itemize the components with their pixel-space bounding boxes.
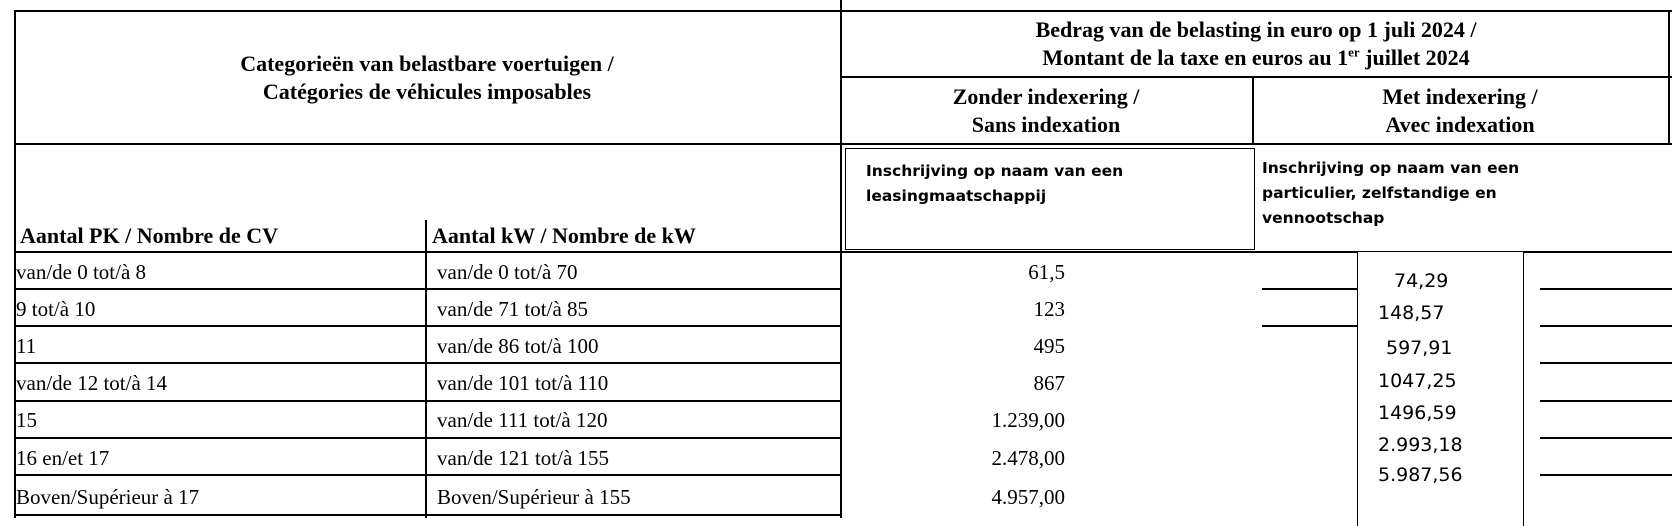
row-separator (14, 325, 840, 327)
row-separator-stub (1540, 437, 1672, 439)
amount-header-nl: Bedrag van de belasting in euro op 1 juli 2024 / (1035, 17, 1477, 42)
cell-kw: van/de 0 tot/à 70 (437, 260, 578, 284)
table-bottom-border (14, 514, 840, 516)
cell-without: 2.478,00 (991, 446, 1065, 470)
row-separator (14, 288, 840, 290)
row-separator (14, 400, 840, 402)
cell-pk: van/de 12 tot/à 14 (16, 371, 168, 395)
cell-without: 61,5 (1028, 260, 1065, 284)
cell-pk: van/de 0 tot/à 8 (16, 260, 147, 284)
leasing-label-line: Inschrijving op naam van een (866, 162, 1124, 180)
cell-with: 2.993,18 (1378, 434, 1463, 456)
private-person-box (1256, 148, 1660, 250)
cell-with: 148,57 (1378, 302, 1445, 324)
cell-with: 1047,25 (1378, 370, 1457, 392)
column-header-pk: Aantal PK / Nombre de CV (20, 223, 279, 248)
amount-header-fr (840, 44, 1672, 72)
amount-header-fr-text: Montant de la taxe en euros au 1 (1042, 45, 1349, 70)
cell-without: 4.957,00 (991, 485, 1065, 509)
with-indexation-fr: Avec indexation (1385, 112, 1535, 137)
row-separator-stub (1262, 325, 1357, 327)
cell-pk: 11 (16, 334, 37, 358)
cell-without: 123 (1033, 297, 1065, 321)
cell-with: 74,29 (1394, 270, 1449, 292)
cell-pk: Boven/Supérieur à 17 (16, 485, 200, 509)
table-top-border (14, 10, 1672, 12)
cell-kw: van/de 111 tot/à 120 (437, 408, 608, 432)
row-separator (14, 437, 840, 439)
row-separator (14, 474, 840, 476)
row-separator (14, 362, 840, 364)
indexed-values-box (1357, 252, 1524, 526)
cell-with: 1496,59 (1378, 402, 1457, 424)
cell-pk: 9 tot/à 10 (16, 297, 96, 321)
amount-header-fr-superscript: er (1348, 44, 1360, 60)
categories-header-fr: Catégories de véhicules imposables (262, 79, 592, 104)
cell-kw: Boven/Supérieur à 155 (437, 485, 631, 509)
row-separator-stub (1540, 362, 1672, 364)
private-person-label (1262, 156, 1519, 231)
amount-header-fr-date: juillet 2024 (1359, 45, 1470, 70)
cell-without: 1.239,00 (991, 408, 1065, 432)
without-indexation-fr: Sans indexation (971, 112, 1121, 137)
cell-kw: van/de 86 tot/à 100 (437, 334, 599, 358)
without-indexation-nl: Zonder indexering / (952, 84, 1140, 109)
with-indexation-header (1252, 83, 1668, 139)
categories-header-nl: Categorieën van belastbare voertuigen / (240, 51, 614, 76)
categories-header (14, 50, 840, 106)
row-separator-stub (1540, 474, 1672, 476)
private-label-line: particulier, zelfstandige en (1262, 184, 1497, 202)
cell-pk: 15 (16, 408, 37, 432)
cell-pk: 16 en/et 17 (16, 446, 110, 470)
private-label-line: vennootschap (1262, 209, 1385, 227)
leasing-label-line: leasingmaatschappij (866, 187, 1047, 205)
column-header-kw: Aantal kW / Nombre de kW (432, 223, 696, 248)
header-bottom-border (14, 143, 1672, 145)
amount-header (840, 16, 1672, 72)
leasing-company-box (845, 148, 1255, 250)
cell-kw: van/de 121 tot/à 155 (437, 446, 610, 470)
cell-kw: van/de 71 tot/à 85 (437, 297, 589, 321)
row-separator-stub (1540, 400, 1672, 402)
cell-without: 867 (1033, 371, 1065, 395)
cell-with: 5.987,56 (1378, 464, 1463, 486)
cell-with: 597,91 (1386, 337, 1453, 359)
with-indexation-nl: Met indexering / (1382, 84, 1538, 109)
row-separator-stub (1540, 325, 1672, 327)
row-separator-stub (1262, 288, 1357, 290)
leasing-company-label (866, 159, 1123, 209)
row-separator-stub (1540, 288, 1672, 290)
private-label-line: Inschrijving op naam van een (1262, 159, 1520, 177)
amount-header-divider (840, 76, 1672, 78)
cell-without: 495 (1033, 334, 1065, 358)
without-indexation-header (840, 83, 1252, 139)
cell-kw: van/de 101 tot/à 110 (437, 371, 609, 395)
